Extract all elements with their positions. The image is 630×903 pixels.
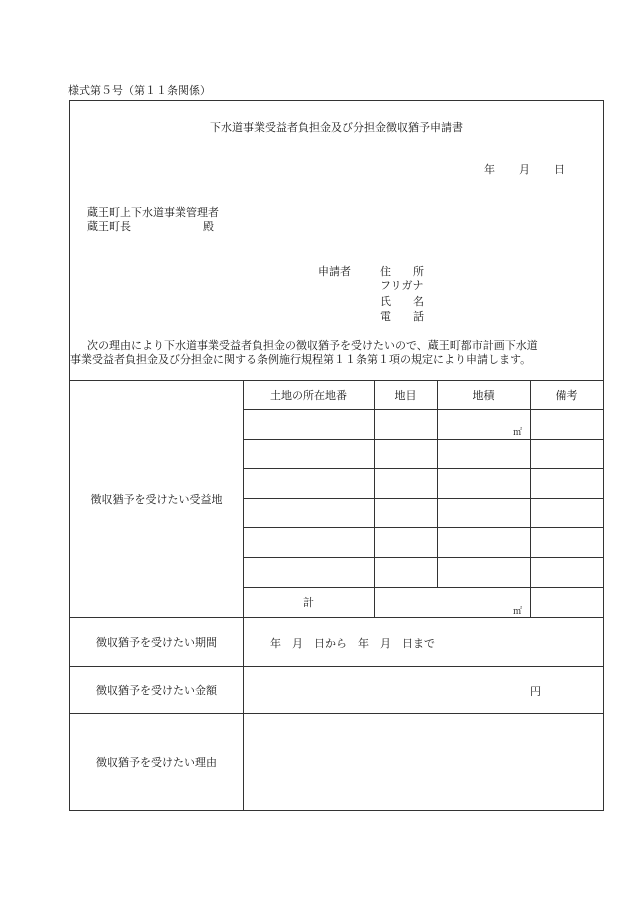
form-title: 下水道事業受益者負担金及び分担金徴収猶予申請書 bbox=[210, 121, 463, 134]
land-row-label: 徴収猶予を受けたい受益地 bbox=[90, 492, 223, 506]
total-label: 計 bbox=[303, 596, 314, 609]
amount-label: 徴収猶予を受けたい金額 bbox=[96, 683, 217, 697]
addressee-line2: 蔵王町長 bbox=[87, 220, 131, 233]
header-land-area: 地積 bbox=[472, 388, 495, 402]
applicant-name-label: 氏 名 bbox=[380, 295, 424, 308]
body-text-line2: 事業受益者負担金及び分担金に関する条例施行規程第１１条第１項の規定により申請します。 bbox=[70, 353, 532, 366]
application-form bbox=[69, 100, 604, 811]
form-number: 様式第５号（第１１条関係） bbox=[68, 84, 211, 97]
reason-label: 徴収猶予を受けたい理由 bbox=[96, 755, 217, 769]
addressee-line1: 蔵王町上下水道事業管理者 bbox=[87, 206, 219, 219]
applicant-address-label: 住 所 bbox=[380, 265, 424, 278]
period-text: 年 月 日から 年 月 日まで bbox=[270, 637, 435, 650]
date-day-label: 日 bbox=[554, 163, 565, 176]
applicant-furigana-label: フリガナ bbox=[380, 279, 424, 292]
total-area-unit: ㎡ bbox=[513, 607, 523, 617]
header-land-category: 地目 bbox=[394, 388, 417, 402]
applicant-phone-label: 電 話 bbox=[380, 310, 424, 323]
applicant-label: 申請者 bbox=[318, 265, 351, 278]
period-label: 徴収猶予を受けたい期間 bbox=[96, 635, 217, 649]
header-remarks: 備考 bbox=[555, 388, 578, 402]
addressee-honorific: 殿 bbox=[203, 220, 214, 233]
date-month-label: 月 bbox=[519, 163, 530, 176]
header-land-location: 土地の所在地番 bbox=[270, 388, 347, 402]
date-year-label: 年 bbox=[484, 163, 495, 176]
area-unit: ㎡ bbox=[513, 428, 523, 438]
amount-unit: 円 bbox=[530, 685, 541, 698]
body-text-line1: 次の理由により下水道事業受益者負担金の徴収猶予を受けたいので、蔵王町都市計画下水道 bbox=[87, 339, 538, 352]
